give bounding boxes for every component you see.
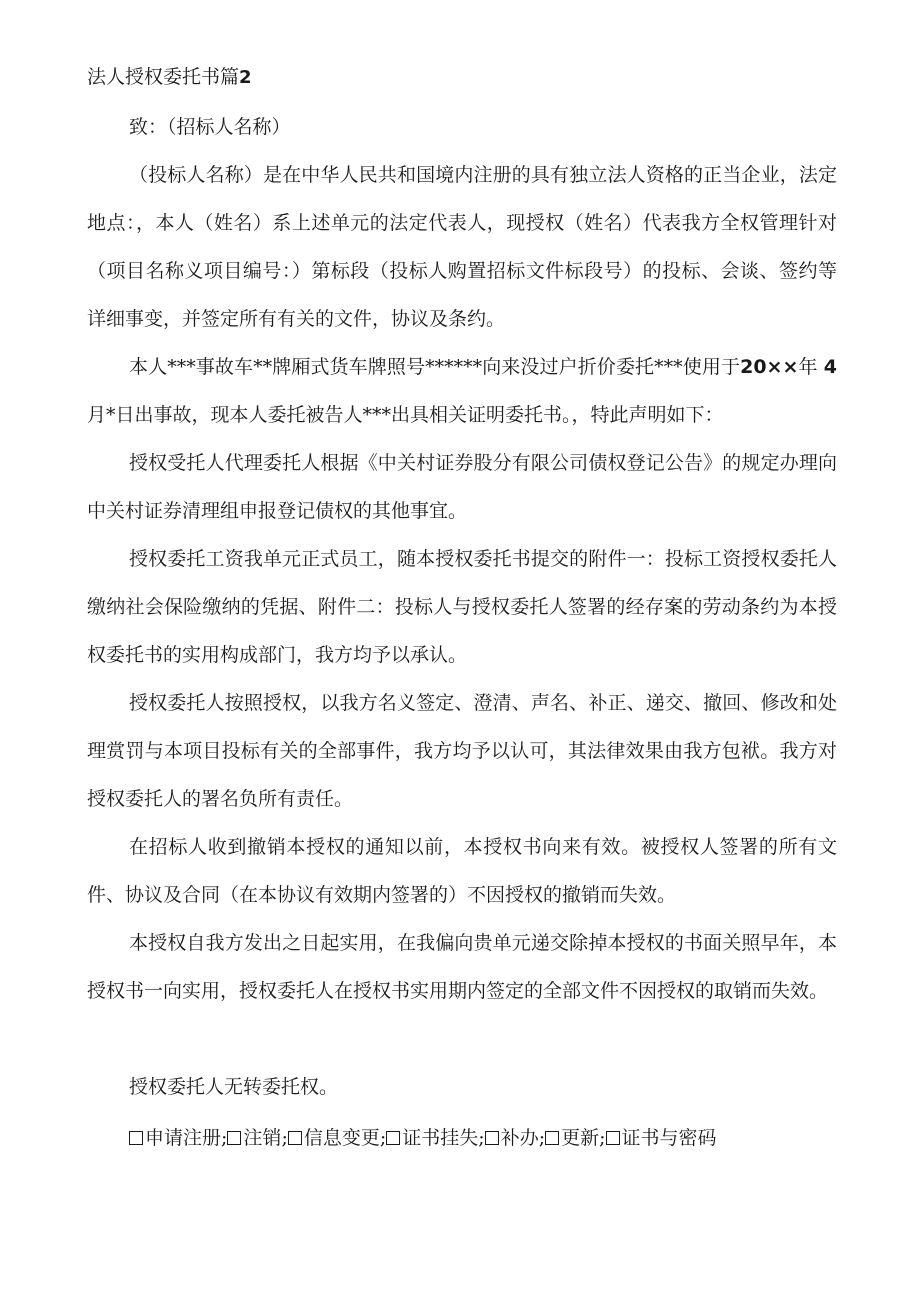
- paragraph-no-sub-delegation: 授权委托人无转委托权。: [129, 1076, 339, 1098]
- checkbox-icon[interactable]: [485, 1131, 499, 1145]
- paragraph-attachments: 授权委托工资我单元正式员工，随本授权委托书提交的附件一：投标工资授权委托人缴纳社会保险缴纳的凭据、附件二：投标人与授权委托人签署的经存案的劳动条约为本授权委托书的实用构成部门，我方均予以承认。: [87, 548, 837, 666]
- paragraph-declaration: （投标人名称）是在中华人民共和国境内注册的具有独立法人资格的正当企业，法定地点：，本人（姓名）系上述单元的法定代表人，现授权（姓名）代表我方全权管理针对（项目名称义项目编号：）第标段（投标人购置招标文件标段号）的投标、会谈、签约等详细事变，并签定所有有关的文件，协议及条约。: [87, 164, 837, 330]
- accident-month: 4: [823, 356, 837, 378]
- checkbox-icon[interactable]: [606, 1131, 620, 1145]
- option-reissue[interactable]: 补办;: [485, 1127, 545, 1149]
- option-cancel[interactable]: 注销;: [227, 1127, 287, 1149]
- checkbox-icon[interactable]: [545, 1131, 559, 1145]
- document-title-text: 法人授权委托书篇: [87, 66, 240, 88]
- accident-text-a: 本人***事故车**牌厢式货车牌照号******向来没过户折价委托***使用于: [129, 356, 741, 378]
- option-report-loss[interactable]: 证书挂失;: [386, 1127, 484, 1149]
- salutation: 致：（招标人名称）: [129, 116, 291, 138]
- checkbox-icon[interactable]: [288, 1131, 302, 1145]
- checkbox-options-row: [129, 1121, 717, 1155]
- checkbox-icon[interactable]: [227, 1131, 241, 1145]
- document-title-number: 2: [239, 67, 252, 88]
- option-info-change[interactable]: 信息变更;: [288, 1127, 386, 1149]
- option-renew[interactable]: 更新;: [545, 1127, 605, 1149]
- paragraph-effective-period: 本授权自我方发出之日起实用，在我偏向贵单元递交除掉本授权的书面关照早年，本授权书一向实用，授权委托人在授权书实用期内签定的全部文件不因授权的取销而失效。: [87, 932, 837, 1002]
- checkbox-icon[interactable]: [386, 1131, 400, 1145]
- document-title: [87, 62, 252, 93]
- accident-text-c: 月*日出事故，现本人委托被告人***出具相关证明委托书。，特此声明如下：: [87, 404, 724, 426]
- paragraph-creditor-registration: 授权受托人代理委托人根据《中关村证券股分有限公司债权登记公告》的规定办理向中关村证券清理组申报登记债权的其他事宜。: [87, 452, 837, 522]
- paragraph-authority-scope: 授权委托人按照授权，以我方名义签定、澄清、声名、补正、递交、撤回、修改和处理赏罚与本项目投标有关的全部事件，我方均予以认可，其法律效果由我方包袱。我方对授权委托人的署名负所有责任。: [87, 692, 837, 810]
- checkbox-icon[interactable]: [129, 1131, 143, 1145]
- paragraph-validity: 在招标人收到撤销本授权的通知以前，本授权书向来有效。被授权人签署的所有文件、协议及合同（在本协议有效期内签署的）不因授权的撤销而失效。: [87, 836, 837, 906]
- option-certificate-password[interactable]: 证书与密码: [606, 1127, 717, 1149]
- accident-year: 20××: [740, 356, 799, 378]
- option-register[interactable]: 申请注册;: [129, 1127, 227, 1149]
- accident-text-b: 年: [798, 356, 818, 378]
- paragraph-accident-statement: [87, 343, 837, 439]
